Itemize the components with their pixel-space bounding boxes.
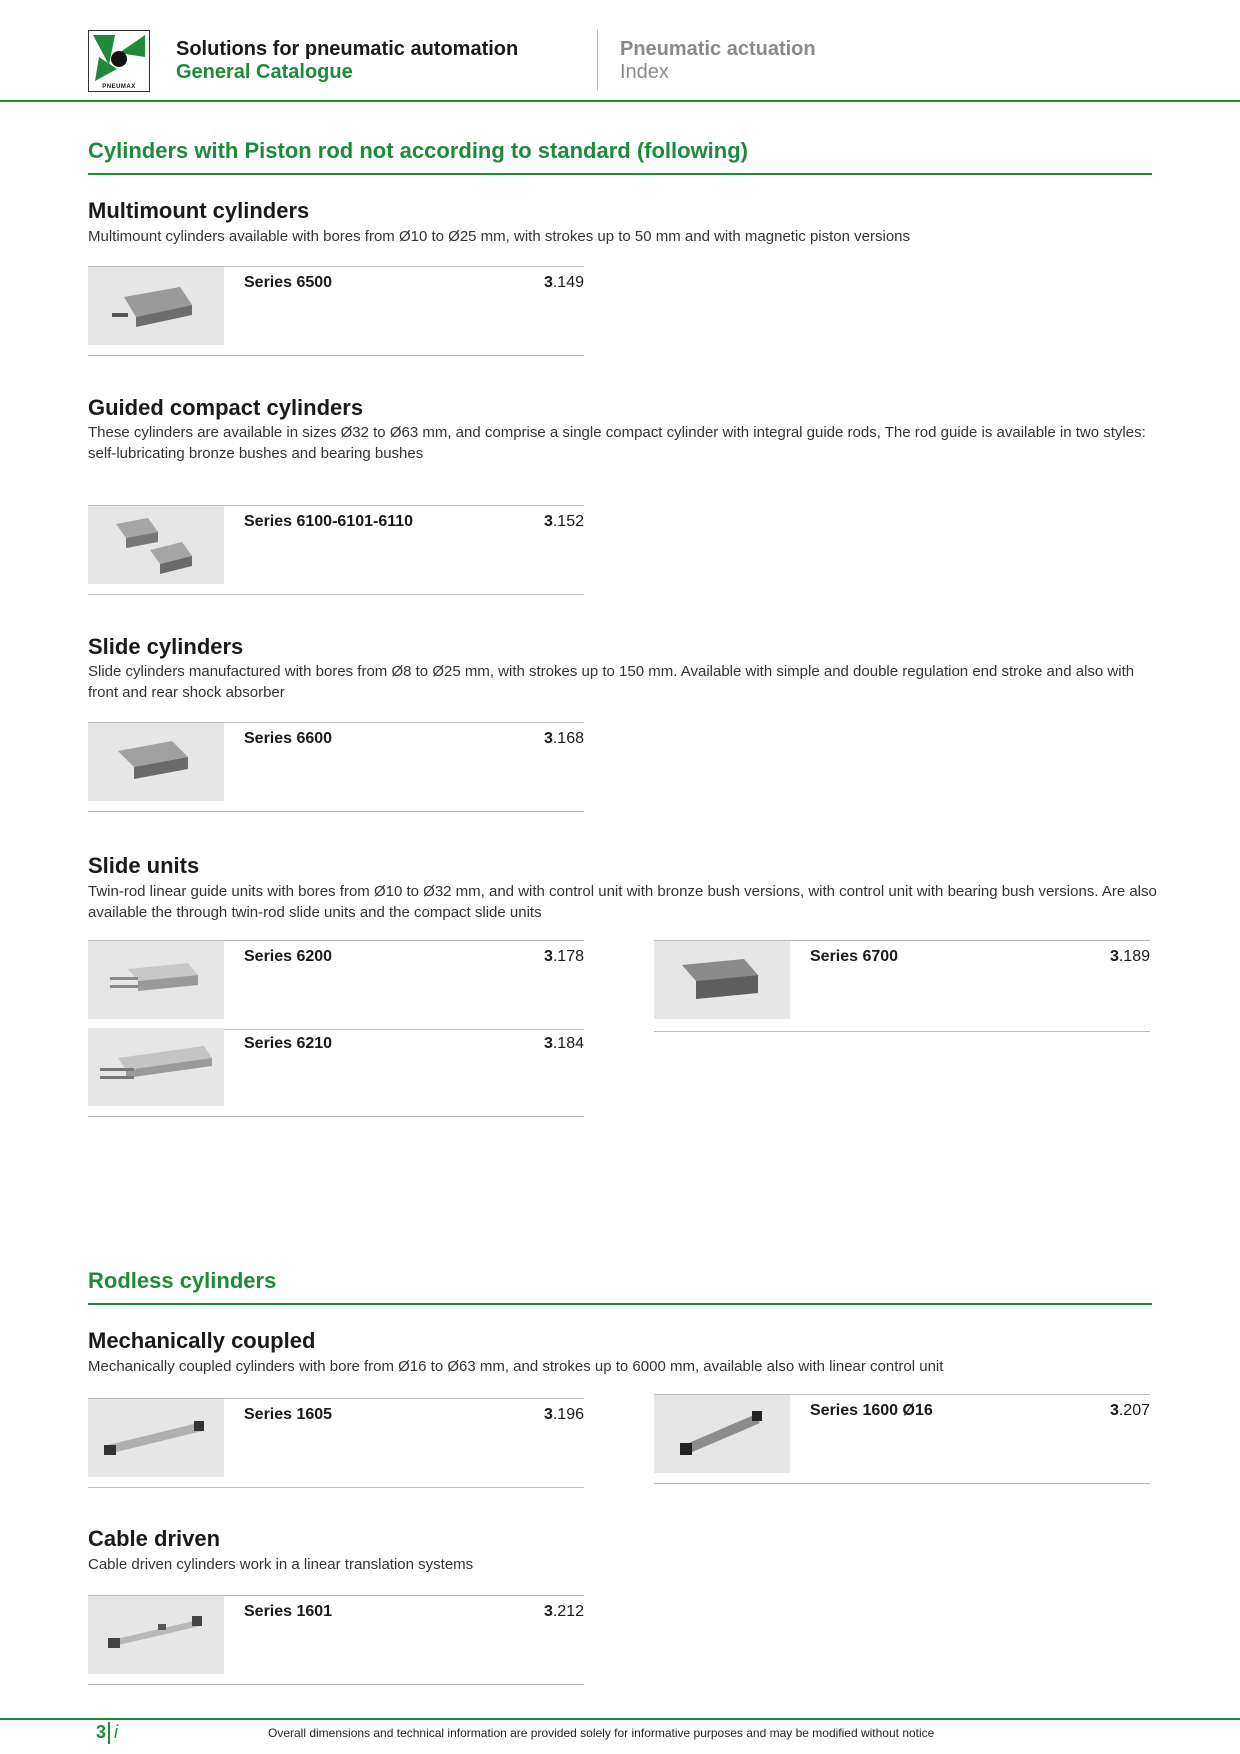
through-slide-unit-icon — [88, 1028, 224, 1106]
product-image — [654, 941, 790, 1019]
page-ref: 3.207 — [1109, 1402, 1150, 1419]
page-ref: 3.149 — [543, 274, 584, 291]
series-card[interactable] — [88, 1398, 584, 1488]
group-description: Slide cylinders manufactured with bores from Ø8 to Ø25 mm, with strokes up to 150 mm. Available with simple and double regulation end stroke and also with front and rear shock absorber — [88, 663, 1135, 701]
section-rule — [88, 173, 1152, 175]
group-title: Slide units — [88, 853, 200, 878]
series-card[interactable] — [654, 940, 1150, 1032]
cable-driven-cylinder-icon — [88, 1596, 224, 1674]
series-name: Series 6210 — [244, 1035, 333, 1052]
series-card[interactable] — [88, 940, 584, 1030]
group-title: Guided compact cylinders — [88, 395, 364, 420]
group-description: Mechanically coupled cylinders with bore from Ø16 to Ø63 mm, and strokes up to 6000 mm, available also with linear control unit — [88, 1358, 944, 1375]
page-ref: 3.168 — [543, 730, 584, 747]
multimount-cylinder-icon — [88, 267, 224, 345]
footer-chapter: 3 — [96, 1722, 107, 1742]
product-image — [88, 267, 224, 345]
series-card[interactable] — [88, 505, 584, 595]
group-title: Multimount cylinders — [88, 198, 310, 223]
page-ref: 3.196 — [543, 1406, 584, 1423]
series-name: Series 6200 — [244, 948, 333, 965]
catalogue-title: Solutions for pneumatic automation — [176, 38, 519, 60]
page-ref: 3.178 — [543, 948, 584, 965]
product-image — [88, 1399, 224, 1477]
series-card[interactable] — [654, 1394, 1150, 1484]
series-name: Series 6500 — [244, 274, 333, 291]
series-name: Series 6700 — [810, 948, 899, 965]
series-name: Series 1605 — [244, 1406, 333, 1423]
page-type: Index — [620, 61, 669, 83]
group-title: Slide cylinders — [88, 634, 244, 659]
series-card[interactable] — [88, 266, 584, 356]
section-title: Cylinders with Piston rod not according to standard (following) — [88, 138, 748, 163]
section-title: Rodless cylinders — [88, 1268, 277, 1293]
group-description: Multimount cylinders available with bores from Ø10 to Ø25 mm, with strokes up to 50 mm and with magnetic piston versions — [88, 228, 911, 245]
guided-compact-cylinder-icon — [88, 506, 224, 584]
logo-mark-icon — [89, 31, 149, 91]
product-image — [88, 941, 224, 1019]
series-name: Series 6600 — [244, 730, 333, 747]
series-name: Series 1600 Ø16 — [810, 1402, 933, 1419]
series-card[interactable] — [88, 1595, 584, 1685]
slide-cylinder-icon — [88, 723, 224, 801]
footer-page: i — [114, 1722, 118, 1742]
slide-unit-icon — [88, 941, 224, 1019]
group-title: Cable driven — [88, 1526, 221, 1551]
catalogue-subtitle: General Catalogue — [176, 61, 353, 83]
product-image — [88, 1596, 224, 1674]
group-description: Cable driven cylinders work in a linear translation systems — [88, 1556, 474, 1573]
page-ref: 3.189 — [1109, 948, 1150, 965]
page-ref: 3.152 — [543, 513, 584, 530]
rodless-cylinder-icon — [88, 1399, 224, 1477]
group-description: Twin-rod linear guide units with bores from Ø10 to Ø32 mm, and with control unit with bronze bush versions, with control unit with bearing bush versions. Are also available the through twin-rod slide units and the compact slide units — [88, 883, 1157, 921]
product-image — [654, 1395, 790, 1473]
pneumax-logo — [88, 30, 150, 92]
page-ref: 3.212 — [543, 1603, 584, 1620]
chapter-title: Pneumatic actuation — [620, 38, 816, 60]
logo-text: PNEUMAX — [102, 84, 136, 90]
series-card[interactable] — [88, 722, 584, 812]
header-divider — [597, 30, 598, 90]
series-card[interactable] — [88, 1028, 584, 1117]
product-image — [88, 723, 224, 801]
compact-slide-unit-icon — [654, 941, 790, 1019]
section-rule — [88, 1303, 1152, 1305]
series-name: Series 6100-6101-6110 — [244, 513, 414, 530]
group-title: Mechanically coupled — [88, 1328, 316, 1353]
footer-divider — [108, 1722, 110, 1744]
product-image — [88, 506, 224, 584]
header-rule — [0, 100, 1240, 102]
page-ref: 3.184 — [543, 1035, 584, 1052]
footer-disclaimer: Overall dimensions and technical information are provided solely for informative purposes and may be modified without notice — [268, 1726, 935, 1740]
footer-rule — [0, 1718, 1240, 1720]
group-description: These cylinders are available in sizes Ø32 to Ø63 mm, and comprise a single compact cylinder with integral guide rods, The rod guide is available in two styles: self-lubricating bronze bushes and bearing bushes — [88, 424, 1146, 462]
series-name: Series 1601 — [244, 1603, 333, 1620]
product-image — [88, 1028, 224, 1106]
rodless-cylinder-16-icon — [654, 1395, 790, 1473]
